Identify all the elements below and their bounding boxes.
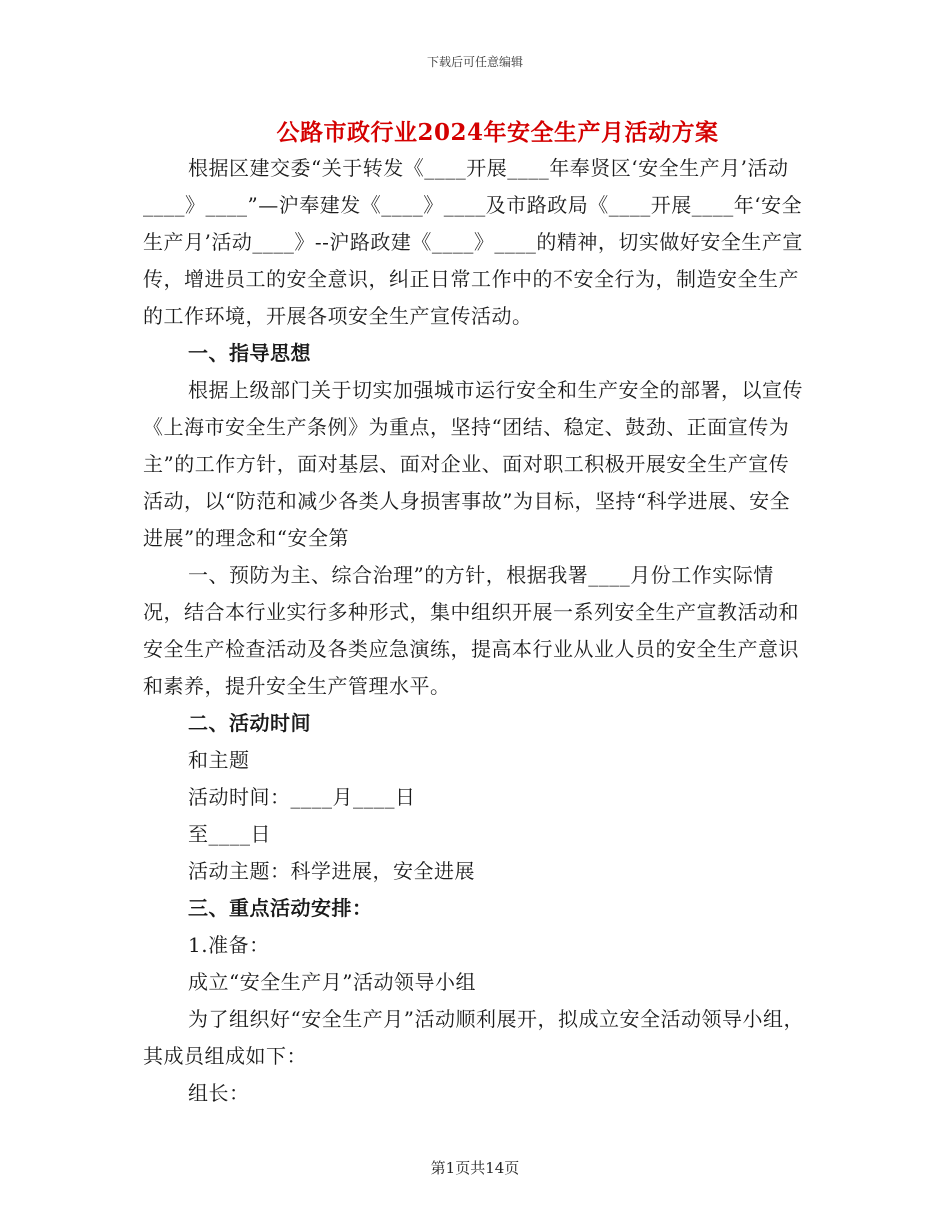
line-activity-time: 活动时间：____月____日 (188, 785, 416, 809)
section-heading-activity-time: 二、活动时间 (188, 711, 311, 735)
line-to-date: 至____日 (188, 822, 271, 846)
section-heading-guiding-thought: 一、指导思想 (188, 341, 311, 365)
line-preparation: 1.准备： (188, 933, 270, 957)
document-title: 公路市政行业2024年安全生产月活动方案 (276, 119, 719, 146)
section-heading-key-activities: 三、重点活动安排： (188, 896, 373, 920)
line-and-theme: 和主题 (188, 748, 250, 772)
prevention-paragraph: 一、预防为主、综合治理”的方针，根据我署____月份工作实际情况，结合本行业实行多种形式，集中组织开展一系列安全生产宣教活动和安全生产检查活动及各类应急演练，提高本行业从业人员的安全生产意识和素养，提升安全生产管理水平。 (143, 563, 799, 698)
line-activity-theme: 活动主题：科学进展，安全进展 (188, 859, 475, 883)
guiding-thought-paragraph: 根据上级部门关于切实加强城市运行安全和生产安全的部署，以宣传《上海市安全生产条例》为重点，坚持“团结、稳定、鼓劲、正面宣传为主”的工作方针，面对基层、面对企业、面对职工积极开展安全生产宣传活动，以“防范和减少各类人身损害事故”为目标，坚持“科学进展、安全进展”的理念和“安全第 (143, 378, 803, 550)
line-group-leader: 组长： (188, 1081, 250, 1105)
document-body (143, 150, 808, 1112)
intro-paragraph: 根据区建交委“关于转发《____开展____年奉贤区‘安全生产月’活动____》____”—沪奉建发《____》____及市路政局《____开展____年‘安全生产月’活动____》--沪路政建《____》____的精神，切实做好安全生产宣传，增进员工的安全意识，纠正日常工作中的不安全行为，制造安全生产的工作环境，开展各项安全生产宣传活动。 (143, 156, 803, 328)
header-note: 下载后可任意编辑 (426, 55, 523, 69)
leading-group-paragraph: 为了组织好“安全生产月”活动顺利展开，拟成立安全活动领导小组，其成员组成如下： (143, 1007, 804, 1068)
line-leading-group: 成立“安全生产月”活动领导小组 (188, 970, 476, 994)
page-footer: 第1页共14页 (430, 1159, 520, 1177)
